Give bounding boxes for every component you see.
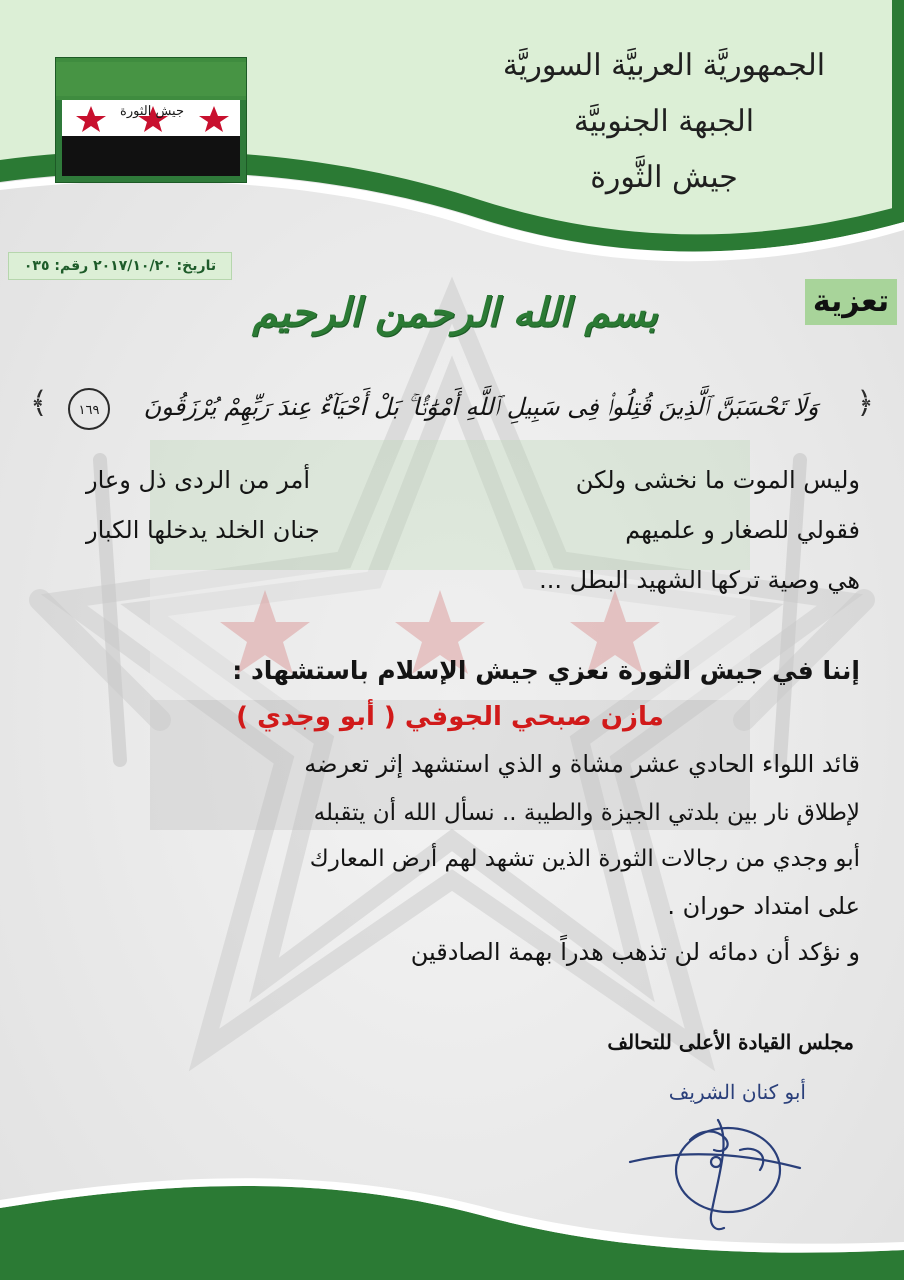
quran-verse bbox=[30, 382, 874, 432]
body-line-1: قائد اللواء الحادي عشر مشاة و الذي استشهد إثر تعرضه bbox=[304, 750, 860, 778]
verse-text: وَلَا تَحْسَبَنَّ ٱلَّذِينَ قُتِلُوا۟ فِى سَبِيلِ ٱللَّهِ أَمْوَٰتًۢا ۚ بَلْ أَحْيَآءٌ عِندَ رَبِّهِمْ يُرْزَقُونَ bbox=[143, 393, 819, 421]
body-line-5: و نؤكد أن دمائه لن تذهب هدراً بهمة الصادقين bbox=[410, 938, 860, 966]
signature-name: أبو كنان الشريف bbox=[668, 1080, 806, 1104]
verse-number-text: ١٦٩ bbox=[78, 403, 100, 418]
ornament-bracket-right: ﴿ bbox=[856, 386, 874, 421]
announcement-text: إننا في جيش الثورة نعزي جيش الإسلام باستشهاد : bbox=[232, 656, 860, 685]
poem-line-2-left: جنان الخلد يدخلها الكبار bbox=[86, 516, 320, 544]
signature-council: مجلس القيادة الأعلى للتحالف bbox=[607, 1030, 854, 1054]
handwritten-signature bbox=[620, 1110, 820, 1240]
body-line-3: أبو وجدي من رجالات الثورة الذين تشهد لهم أرض المعارك bbox=[309, 846, 860, 872]
header-line-3: جيش الثَّورة bbox=[590, 160, 738, 195]
flag-logo bbox=[56, 58, 246, 182]
flag-text: جيش الثورة bbox=[120, 104, 184, 119]
date-reference bbox=[8, 252, 232, 280]
poem-line-1-left: أمر من الردى ذل وعار bbox=[86, 466, 311, 494]
header-line-2: الجبهة الجنوبيَّة bbox=[573, 104, 755, 139]
poem-line-1-right: وليس الموت ما نخشى ولكن bbox=[575, 466, 860, 494]
martyr-name: مازن صبحي الجوفي ( أبو وجدي ) bbox=[236, 702, 664, 732]
header-line-1: الجمهوريَّة العربيَّة السوريَّة bbox=[502, 48, 826, 83]
poem-line-3: هي وصية تركها الشهيد البطل ... bbox=[539, 566, 860, 594]
verse-number bbox=[68, 388, 110, 430]
ornament-bracket-left: ﴾ bbox=[30, 386, 48, 421]
basmala: بسم الله الرحمن الرحيم bbox=[252, 289, 658, 336]
poem-line-2-right: فقولي للصغار و علميهم bbox=[625, 516, 860, 544]
condolence-badge bbox=[805, 279, 897, 325]
body-line-4: على امتداد حوران . bbox=[667, 892, 860, 920]
date-reference-text: تاريخ: ٢٠١٧/١٠/٢٠ رقم: ٠٣٥ bbox=[23, 258, 217, 274]
body-line-2: لإطلاق نار بين بلدتي الجيزة والطيبة .. نسأل الله أن يتقبله bbox=[313, 800, 860, 826]
condolence-badge-label: تعزية bbox=[812, 284, 890, 319]
